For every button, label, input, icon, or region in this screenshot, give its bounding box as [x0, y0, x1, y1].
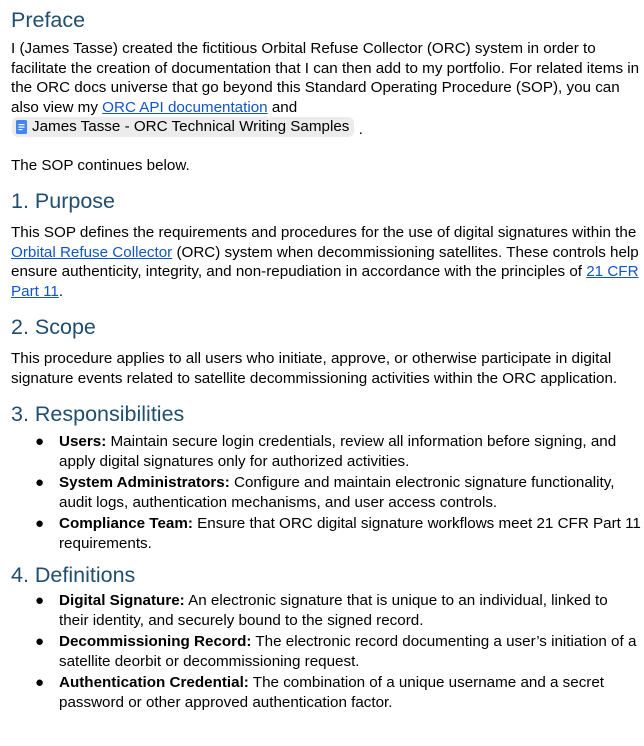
list-item-term: System Administrators: — [59, 474, 230, 491]
list-item — [11, 591, 641, 630]
list-item-text: The combination of a unique username and a secret password or other approved authentication factor. — [59, 674, 605, 711]
bullet-icon: ● — [35, 592, 45, 609]
preface-period: . — [358, 121, 363, 138]
document-page — [11, 6, 641, 712]
list-item-text: Maintain secure login credentials, review all information before signing, and apply digital signatures only for authorized activities. — [59, 433, 617, 470]
list-item-term: Users: — [59, 433, 107, 450]
preface-heading: Preface — [11, 8, 86, 32]
docs-chip-label: James Tasse - ORC Technical Writing Samples — [32, 118, 350, 135]
list-item-term: Digital Signature: — [59, 592, 185, 609]
purpose-text-end: . — [58, 282, 64, 300]
bullet-icon: ● — [35, 674, 45, 691]
list-item-term: Decommissioning Record: — [59, 633, 252, 650]
list-item-term: Authentication Credential: — [59, 674, 249, 691]
list-item — [11, 673, 641, 712]
docs-smart-chip[interactable] — [12, 117, 354, 137]
responsibilities-heading: 3. Responsibilities — [11, 402, 185, 426]
definitions-heading: 4. Definitions — [11, 563, 136, 587]
list-item-text: An electronic signature that is unique to an individual, linked to their identity, and securely bound to the signed record. — [59, 592, 608, 629]
list-item — [11, 514, 641, 553]
list-item-text: The electronic record documenting a user’s initiation of a satellite deorbit or decommissioning request. — [59, 633, 637, 670]
cfr-part-11-link[interactable]: 21 CFR Part 11 — [11, 263, 639, 300]
preface-text: I (James Tasse) created the fictitious Orbital Refuse Collector (ORC) system in order to facilitate the creation of documentation that I can then add to my portfolio. For related items in the ORC docs universe that go beyond this Standard Operating Procedure (SOP), you can also view my — [11, 40, 640, 116]
list-item-text: Ensure that ORC digital signature workflows meet 21 CFR Part 11 requirements. — [59, 515, 641, 552]
bullet-icon: ● — [35, 515, 45, 532]
purpose-text-start: This SOP defines the requirements and procedures for the use of digital signatures within the — [11, 224, 637, 241]
orbital-refuse-collector-link[interactable]: Orbital Refuse Collector — [11, 243, 173, 261]
orc-api-docs-link[interactable]: ORC API documentation — [102, 98, 268, 116]
definitions-list — [11, 591, 641, 712]
preface-paragraph — [11, 39, 641, 140]
purpose-paragraph — [11, 223, 641, 301]
list-item — [11, 473, 641, 512]
sop-continues-text: The SOP continues below. — [11, 156, 190, 174]
list-item-term: Compliance Team: — [59, 515, 193, 532]
google-docs-icon — [16, 120, 27, 134]
bullet-icon: ● — [35, 474, 45, 491]
bullet-icon: ● — [35, 633, 45, 650]
purpose-text-middle: (ORC) system when decommissioning satellites. These controls help ensure authenticity, integrity, and non-repudiation in accordance with the principles of — [11, 243, 639, 280]
list-item — [11, 432, 641, 471]
scope-paragraph: This procedure applies to all users who initiate, approve, or otherwise participate in digital signature events related to satellite decommissioning activities within the ORC application. — [11, 350, 618, 387]
purpose-heading: 1. Purpose — [11, 189, 115, 213]
preface-and-text: and — [267, 98, 298, 116]
responsibilities-list — [11, 432, 641, 553]
scope-heading: 2. Scope — [11, 315, 96, 339]
list-item — [11, 632, 641, 671]
bullet-icon: ● — [35, 433, 45, 450]
list-item-text: Configure and maintain electronic signature functionality, audit logs, authentication mechanisms, and user access controls. — [59, 474, 615, 511]
